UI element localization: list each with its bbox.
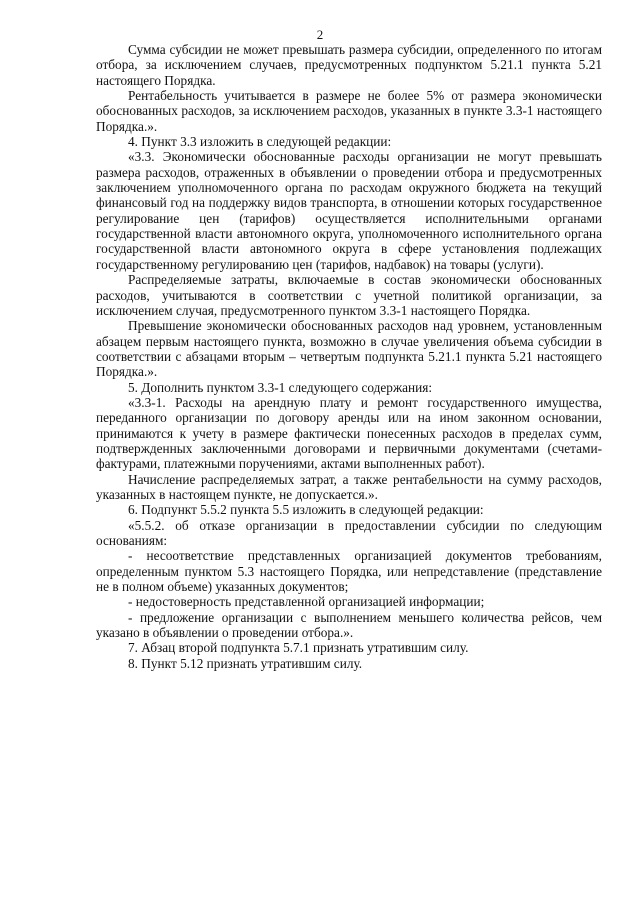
page-number: 2 bbox=[316, 27, 324, 42]
paragraph-item-8: 8. Пункт 5.12 признать утратившим силу. bbox=[128, 655, 363, 671]
paragraph-item-7: 7. Абзац второй подпункта 5.7.1 признать утратившим силу. bbox=[128, 640, 469, 656]
paragraph-item-6: 6. Подпункт 5.5.2 пункта 5.5 изложить в следующей редакции: bbox=[128, 502, 484, 518]
paragraph-accrual: Начисление распределяемых затрат, а также рентабельности на сумму расходов, указанных в настоящем пункте, не допускается.». bbox=[96, 471, 602, 502]
paragraph-distributed-costs: Распределяемые затраты, включаемые в состав экономически обоснованных расходов, учитываются в соответствии с учетной политикой организации, за исключением случая, предусмотренного пунктом 3.3-1 настоящего Порядка. bbox=[96, 272, 602, 318]
list-item-non-compliance: - несоответствие представленных организацией документов требованиям, определенным пунктом 5.3 настоящего Порядка, или непредставление (представление не в полном объеме) указанных документов; bbox=[96, 548, 602, 595]
paragraph-item-4: 4. Пункт 3.3 изложить в следующей редакции: bbox=[128, 134, 392, 150]
document-body bbox=[96, 42, 602, 671]
paragraph-subsidy-amount: Сумма субсидии не может превышать размера субсидии, определенного по итогам отбора, за исключением случаев, предусмотренных подпунктом 5.21.1 пункта 5.21 настоящего Порядка. bbox=[96, 42, 602, 88]
paragraph-clause-3-3: «3.3. Экономически обоснованные расходы организации не могут превышать размера расходов, отраженных в объявлении о проведении отбора и предусмотренных заключением уполномоченного органа по расходам окружного бюджета на текущий финансовый год на поддержку видов транспорта, в отношении которых государственное регулирование цен (тарифов) осуществляется исполнительными органами государственной власти автономного округа, уполномоченного исполнительного органа государственной власти автономного округа в сфере установления подлежащих государственному регулированию цен (тарифов, надбавок) на товары (услуги). bbox=[96, 149, 602, 272]
list-item-inaccuracy: - недостоверность представленной организацией информации; bbox=[128, 594, 485, 610]
paragraph-item-5: 5. Дополнить пунктом 3.3-1 следующего содержания: bbox=[128, 379, 433, 395]
paragraph-excess-costs: Превышение экономически обоснованных расходов над уровнем, установленным абзацем первым настоящего пункта, возможно в случае увеличения объема субсидии в соответствии с абзацами вторым – четвертым подпункта 5.21.1 пункта 5.21 настоящего Порядка.». bbox=[96, 318, 602, 380]
list-item-fewer-trips: - предложение организации с выполнением меньшего количества рейсов, чем указано в объявлении о проведении отбора.». bbox=[96, 609, 602, 641]
paragraph-clause-3-3-1: «3.3-1. Расходы на арендную плату и ремонт государственного имущества, переданного организации по договору аренды или на ином законном основании, принимаются к учету в размере фактически понесенных расходов в пределах сумм, подтвержденных заключенными договорами и первичными документами (счетами-фактурами, платежными поручениями, актами выполненных работ). bbox=[96, 394, 602, 472]
paragraph-profitability: Рентабельность учитывается в размере не более 5% от размера экономически обоснованных расходов, за исключением расходов, указанных в пункте 3.3-1 настоящего Порядка.». bbox=[96, 88, 602, 134]
paragraph-clause-5-5-2: «5.5.2. об отказе организации в предоставлении субсидии по следующим основаниям: bbox=[96, 517, 602, 548]
